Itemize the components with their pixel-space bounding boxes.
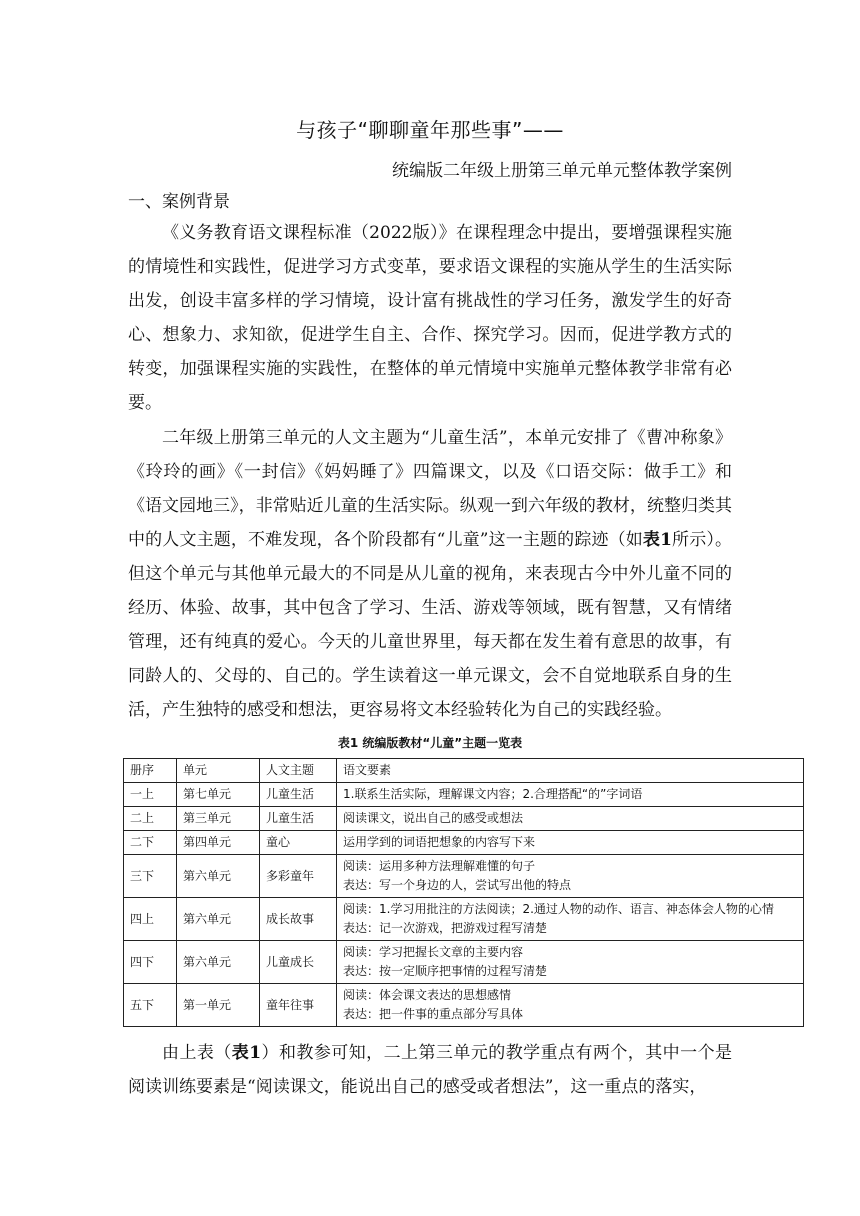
table-row bbox=[124, 807, 804, 831]
table-row bbox=[124, 855, 804, 898]
cell-line-reading: 阅读：体会课文表达的思想感情 bbox=[343, 988, 512, 1002]
header-vol: 册序 bbox=[124, 759, 177, 783]
cell-vol: 二下 bbox=[124, 831, 177, 855]
table-row bbox=[124, 831, 804, 855]
table-reference: 表1 bbox=[231, 1043, 262, 1063]
theme-table bbox=[123, 758, 804, 1027]
table-caption: 表1 统编版教材“儿童”主题一览表 bbox=[337, 736, 523, 750]
table-reference: 表1 bbox=[642, 530, 672, 550]
paragraph-2 bbox=[128, 421, 732, 727]
cell-elements bbox=[337, 898, 804, 941]
cell-elements bbox=[337, 941, 804, 984]
cell-theme: 童心 bbox=[260, 831, 337, 855]
table-row bbox=[124, 783, 804, 807]
cell-theme: 儿童生活 bbox=[260, 807, 337, 831]
cell-unit: 第六单元 bbox=[177, 941, 260, 984]
table-row bbox=[124, 984, 804, 1027]
cell-line-writing: 表达：写一个身边的人，尝试写出他的特点 bbox=[343, 878, 572, 892]
header-unit: 单元 bbox=[177, 759, 260, 783]
paragraph-2-text-b: 所示）。但这个单元与其他单元最大的不同是从儿童的视角，来表现古今中外儿童不同的经历、体验、故事，其中包含了学习、生活、游戏等领域，既有智慧，又有情绪管理，还有纯真的爱心。今天的儿童世界里，每天都在发生着有意思的故事，有同龄人的、父母的、自己的。学生读着这一单元课文，会不自觉地联系自身的生活，产生独特的感受和想法，更容易将文本经验转化为自己的实践经验。 bbox=[128, 530, 732, 720]
header-theme: 人文主题 bbox=[260, 759, 337, 783]
section-heading: 一、案例背景 bbox=[128, 192, 230, 212]
cell-unit: 第六单元 bbox=[177, 855, 260, 898]
cell-elements: 1.联系生活实际，理解课文内容；2.合理搭配“的”字词语 bbox=[337, 783, 804, 807]
cell-line-reading: 阅读：1.学习用批注的方法阅读；2.通过人物的动作、语言、神态体会人物的心情 bbox=[343, 902, 774, 916]
paragraph-3-text-a: 由上表（ bbox=[162, 1043, 232, 1063]
cell-theme: 多彩童年 bbox=[260, 855, 337, 898]
cell-unit: 第四单元 bbox=[177, 831, 260, 855]
cell-elements: 运用学到的词语把想象的内容写下来 bbox=[337, 831, 804, 855]
table-row bbox=[124, 941, 804, 984]
paragraph-3-text-b: ）和教参可知，二上第三单元的教学重点有两个，其中一个是阅读训练要素是“阅读课文，能说出自己的感受或者想法”，这一重点的落实， bbox=[128, 1043, 733, 1097]
cell-theme: 儿童成长 bbox=[260, 941, 337, 984]
cell-vol: 一上 bbox=[124, 783, 177, 807]
table-row bbox=[124, 898, 804, 941]
paragraph-2-text-a: 二年级上册第三单元的人文主题为“儿童生活”，本单元安排了《曹冲称象》《玲玲的画》《一封信》《妈妈睡了》四篇课文，以及《口语交际：做手工》和《语文园地三》，非常贴近儿童的生活实际。纵观一到六年级的教材，统整归类其中的人文主题，不难发现，各个阶段都有“儿童”这一主题的踪迹（如 bbox=[128, 428, 732, 550]
cell-vol: 四上 bbox=[124, 898, 177, 941]
cell-vol: 二上 bbox=[124, 807, 177, 831]
cell-unit: 第一单元 bbox=[177, 984, 260, 1027]
cell-elements bbox=[337, 855, 804, 898]
cell-vol: 五下 bbox=[124, 984, 177, 1027]
cell-line-reading: 阅读：运用多种方法理解难懂的句子 bbox=[343, 859, 536, 873]
cell-theme: 儿童生活 bbox=[260, 783, 337, 807]
cell-line-writing: 表达：记一次游戏，把游戏过程写清楚 bbox=[343, 921, 548, 935]
paragraph-3 bbox=[128, 1036, 732, 1104]
cell-line-writing: 表达：按一定顺序把事情的过程写清楚 bbox=[343, 964, 548, 978]
cell-unit: 第六单元 bbox=[177, 898, 260, 941]
cell-theme: 童年往事 bbox=[260, 984, 337, 1027]
cell-elements bbox=[337, 984, 804, 1027]
cell-line-writing: 表达：把一件事的重点部分写具体 bbox=[343, 1007, 524, 1021]
table-header-row bbox=[124, 759, 804, 783]
cell-vol: 四下 bbox=[124, 941, 177, 984]
cell-unit: 第三单元 bbox=[177, 807, 260, 831]
cell-unit: 第七单元 bbox=[177, 783, 260, 807]
cell-elements: 阅读课文，说出自己的感受或想法 bbox=[337, 807, 804, 831]
document-subtitle: 统编版二年级上册第三单元单元整体教学案例 bbox=[392, 161, 732, 181]
document-title: 与孩子“聊聊童年那些事”—— bbox=[296, 118, 564, 142]
cell-theme: 成长故事 bbox=[260, 898, 337, 941]
header-elements: 语文要素 bbox=[337, 759, 804, 783]
cell-vol: 三下 bbox=[124, 855, 177, 898]
paragraph-1: 《义务教育语文课程标准（2022版）》在课程理念中提出，要增强课程实施的情境性和实践性，促进学习方式变革，要求语文课程的实施从学生的生活实际出发，创设丰富多样的学习情境，设计富有挑战性的学习任务，激发学生的好奇心、想象力、求知欲，促进学生自主、合作、探究学习。因而，促进学教方式的转变，加强课程实施的实践性，在整体的单元情境中实施单元整体教学非常有必要。 bbox=[128, 223, 732, 413]
cell-line-reading: 阅读：学习把握长文章的主要内容 bbox=[343, 945, 524, 959]
